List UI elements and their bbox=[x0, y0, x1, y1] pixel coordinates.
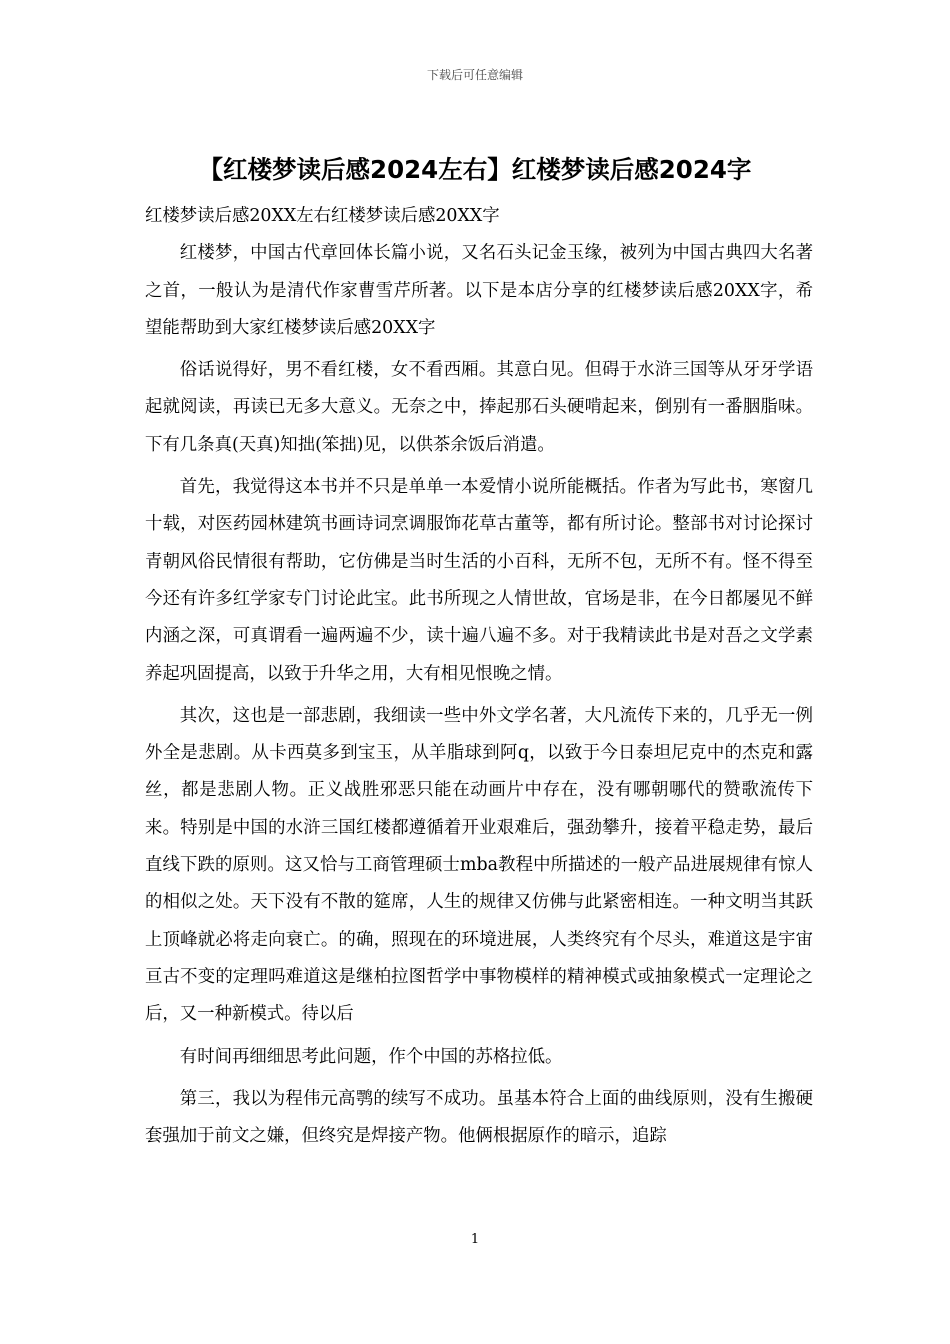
body-paragraph: 首先，我觉得这本书并不只是单单一本爱情小说所能概括。作者为写此书，寒窗几十载，对医药园林建筑书画诗词烹调服饰花草古董等，都有所讨论。整部书对讨论探讨青朝风俗民情很有帮助，它仿佛是当时生活的小百科，无所不包，无所不有。怪不得至今还有许多红学家专门讨论此宝。此书所现之人情世故，官场是非，在今日都屡见不鲜内涵之深，可真谓看一遍两遍不少，读十遍八遍不多。对于我精读此书是对吾之文学素养起巩固提高，以致于升华之用，大有相见恨晚之情。 bbox=[145, 477, 813, 684]
body-paragraph: 其次，这也是一部悲剧，我细读一些中外文学名著，大凡流传下来的，几乎无一例外全是悲剧。从卡西莫多到宝玉，从羊脂球到阿q，以致于今日泰坦尼克中的杰克和露丝，都是悲剧人物。正义战胜邪恶只能在动画片中存在，没有哪朝哪代的赞歌流传下来。特别是中国的水浒三国红楼都遵循着开业艰难后，强劲攀升，接着平稳走势，最后直线下跌的原则。这又恰与工商管理硕士mba教程中所描述的一般产品进展规律有惊人的相似之处。天下没有不散的筵席，人生的规律又仿佛与此紧密相连。一种文明当其跃上顶峰就必将走向衰亡。的确，照现在的环境进展，人类终究有个尽头，难道这是宇宙亘古不变的定理吗难道这是继柏拉图哲学中事物模样的精神模式或抽象模式一定理论之后，又一种新模式。待以后 bbox=[145, 705, 813, 1025]
body-paragraph: 有时间再细细思考此问题，作个中国的苏格拉低。 bbox=[179, 1046, 563, 1067]
body-paragraph: 红楼梦，中国古代章回体长篇小说，又名石头记金玉缘，被列为中国古典四大名著之首，一般认为是清代作家曹雪芹所著。以下是本店分享的红楼梦读后感20XX字，希望能帮助到大家红楼梦读后感20XX字 bbox=[145, 243, 813, 338]
header-note: 下载后可任意编辑 bbox=[426, 68, 523, 82]
page-number: 1 bbox=[470, 1232, 480, 1247]
subtitle-paragraph: 红楼梦读后感20XX左右红楼梦读后感20XX字 bbox=[145, 206, 500, 226]
body-paragraph: 俗话说得好，男不看红楼，女不看西厢。其意白见。但碍于水浒三国等从牙牙学语起就阅读，再读已无多大意义。无奈之中，捧起那石头硬啃起来，倒别有一番胭脂味。下有几条真(天真)知拙(笨拙)见，以供茶余饭后消遣。 bbox=[145, 360, 813, 455]
document-title: 【红楼梦读后感2024左右】红楼梦读后感2024字 bbox=[198, 155, 752, 184]
document-body bbox=[145, 198, 813, 1155]
body-paragraph: 第三，我以为程伟元高鹗的续写不成功。虽基本符合上面的曲线原则，没有生搬硬套强加于前文之嫌，但终究是焊接产物。他俩根据原作的暗示，追踪 bbox=[145, 1088, 813, 1147]
